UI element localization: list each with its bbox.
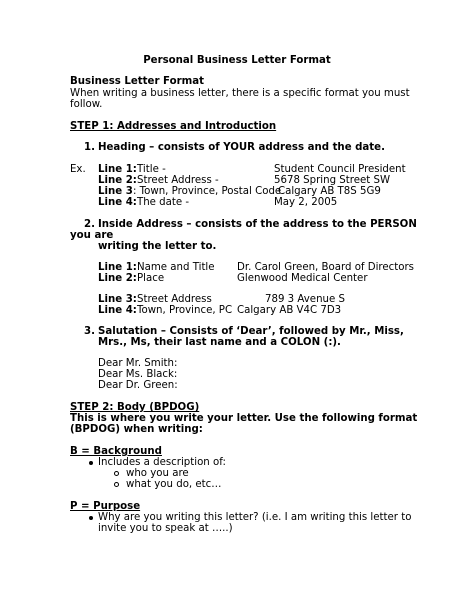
step2-desc-line-2: (BPDOG) when writing: bbox=[70, 424, 203, 435]
hollow-bullet-icon bbox=[114, 471, 119, 476]
line-value: Dr. Carol Green, Board of Directors bbox=[237, 262, 414, 273]
background-bullet: Includes a description of: bbox=[98, 457, 226, 468]
item2-text-line-2: you are bbox=[70, 230, 114, 241]
salutation-example: Dear Ms. Black: bbox=[98, 369, 178, 380]
line-label: Line 2: bbox=[98, 175, 137, 186]
line-value: Calgary AB V4C 7D3 bbox=[237, 305, 342, 316]
line-field: Title - bbox=[137, 164, 166, 175]
line-label: Line 4: bbox=[98, 197, 137, 208]
line-label: Line 1: bbox=[98, 164, 137, 175]
line-field: : Town, Province, Postal Code bbox=[133, 186, 282, 197]
hollow-bullet-icon bbox=[114, 482, 119, 487]
line-label: Line 2: bbox=[98, 273, 137, 284]
line-value: May 2, 2005 bbox=[274, 197, 338, 208]
item3-number: 3. bbox=[84, 326, 95, 337]
line-label: Line 1: bbox=[98, 262, 137, 273]
background-sub-item: who you are bbox=[126, 468, 189, 479]
example-label: Ex. bbox=[70, 164, 86, 175]
purpose-bullet-line-1: Why are you writing this letter? (i.e. I am writing this letter to bbox=[98, 512, 412, 523]
item3-text-line-1: Salutation – Consists of ‘Dear’, followed by Mr., Miss, bbox=[98, 326, 404, 337]
intro-heading: Business Letter Format bbox=[70, 76, 204, 87]
line-field: Place bbox=[137, 273, 165, 284]
line-value: 5678 Spring Street SW bbox=[274, 175, 391, 186]
line-label: Line 4: bbox=[98, 305, 137, 316]
salutation-example: Dear Mr. Smith: bbox=[98, 358, 178, 369]
line-field: Street Address bbox=[137, 294, 212, 305]
document-title: Personal Business Letter Format bbox=[143, 55, 331, 66]
item3-text-line-2: Mrs., Ms, their last name and a COLON (:). bbox=[98, 337, 341, 348]
line-field: Town, Province, PC bbox=[137, 305, 233, 316]
step2-heading: STEP 2: Body (BPDOG) bbox=[70, 402, 200, 413]
line-field: The date - bbox=[137, 197, 190, 208]
line-label: Line 3: bbox=[98, 294, 137, 305]
item1-number: 1. bbox=[84, 142, 95, 153]
background-heading: B = Background bbox=[70, 446, 162, 457]
line-value: Student Council President bbox=[274, 164, 406, 175]
line-field: Name and Title bbox=[137, 262, 215, 273]
purpose-heading: P = Purpose bbox=[70, 501, 141, 512]
purpose-bullet-line-2: invite you to speak at …..) bbox=[98, 523, 233, 534]
line-value: Calgary AB T8S 5G9 bbox=[278, 186, 381, 197]
bullet-icon bbox=[89, 516, 93, 520]
line-label: Line 3 bbox=[98, 186, 133, 197]
intro-text-line-1: When writing a business letter, there is a specific format you must bbox=[70, 88, 410, 99]
step1-heading: STEP 1: Addresses and Introduction bbox=[70, 121, 277, 132]
background-sub-item: what you do, etc… bbox=[126, 479, 222, 490]
intro-text-line-2: follow. bbox=[70, 99, 103, 110]
line-field: Street Address - bbox=[137, 175, 219, 186]
line-value: 789 3 Avenue S bbox=[265, 294, 345, 305]
step2-desc-line-1: This is where you write your letter. Use the following format bbox=[70, 413, 418, 424]
item2-number: 2. bbox=[84, 219, 95, 230]
bullet-icon bbox=[89, 461, 93, 465]
item1-text: Heading – consists of YOUR address and the date. bbox=[98, 142, 385, 153]
salutation-example: Dear Dr. Green: bbox=[98, 380, 178, 391]
item2-text-line-3: writing the letter to. bbox=[98, 241, 217, 252]
item2-text-line-1: Inside Address – consists of the address to the PERSON bbox=[98, 219, 417, 230]
line-value: Glenwood Medical Center bbox=[237, 273, 368, 284]
